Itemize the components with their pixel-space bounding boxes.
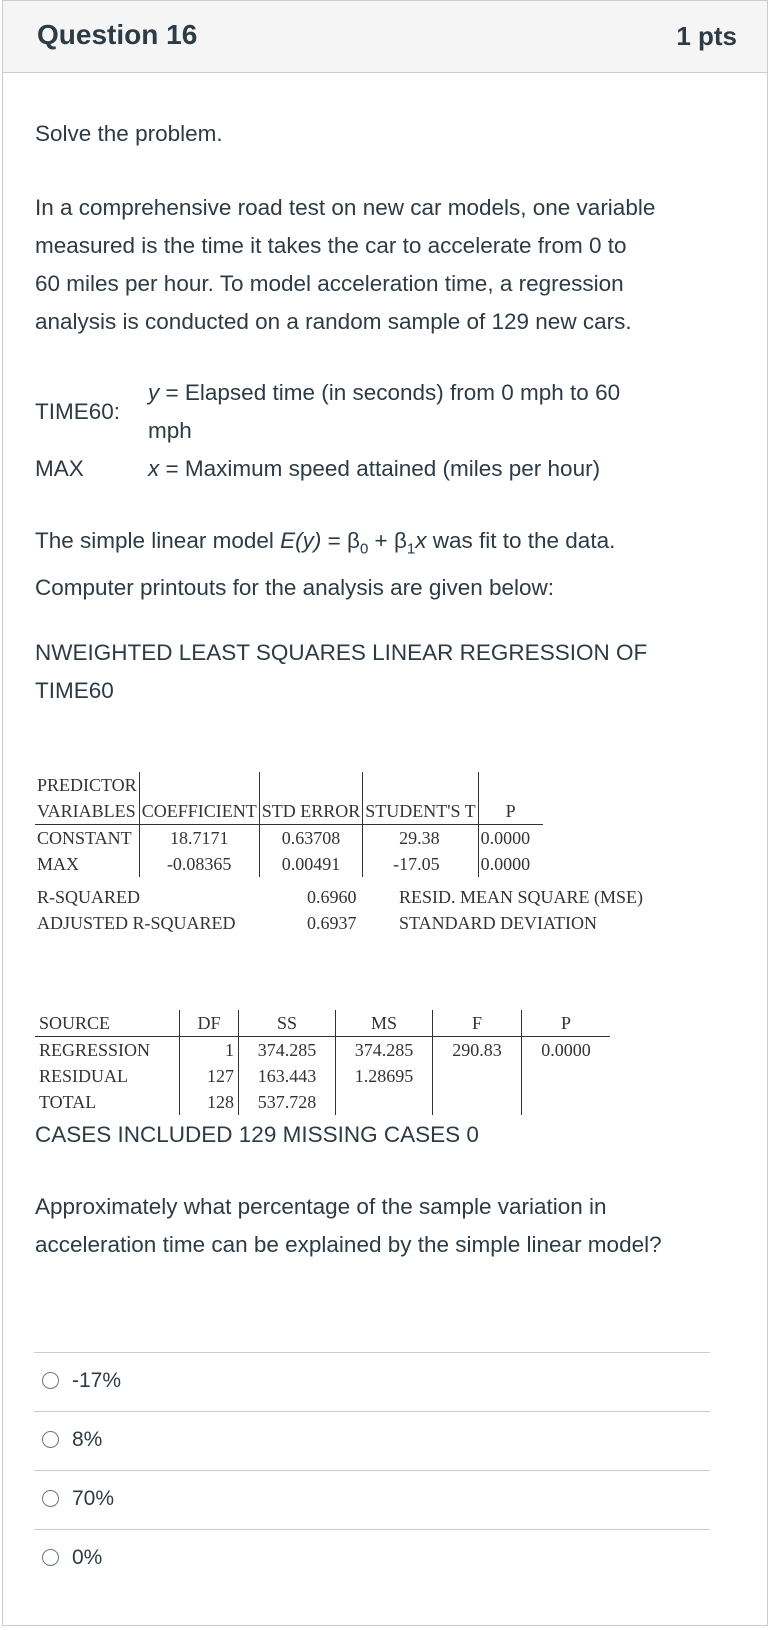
stat-value: 0.6937 (307, 913, 357, 933)
definition-var: y (148, 380, 160, 405)
stat-value: 0.6960 (307, 887, 357, 907)
table-row (35, 910, 645, 936)
definition-row (35, 450, 620, 488)
variable-definitions (35, 374, 620, 488)
table-cell: 290.83 (433, 1037, 522, 1064)
table-cell: 18.7171 (139, 825, 259, 852)
table-cell: REGRESSION (35, 1037, 180, 1064)
radio-button[interactable] (42, 1431, 59, 1448)
answer-option[interactable] (34, 1529, 710, 1588)
definition-text-cont: mph (148, 418, 192, 443)
radio-button[interactable] (42, 1549, 59, 1566)
answer-option[interactable] (34, 1470, 710, 1529)
problem-prompt: Solve the problem. (35, 121, 223, 146)
table-header-cell: VARIABLES (35, 798, 139, 825)
table-header-row (35, 798, 543, 825)
table-header-cell: F (433, 1010, 522, 1037)
definition-text: = Maximum speed attained (miles per hour) (159, 456, 601, 481)
table-cell: 0.0000 (480, 828, 531, 848)
regression-title: NWEIGHTED LEAST SQUARES LINEAR REGRESSION OF TIME60 (35, 640, 648, 703)
answer-label[interactable]: -17% (72, 1369, 122, 1392)
answer-option[interactable] (34, 1411, 710, 1470)
stat-label: ADJUSTED R-SQUARED (37, 913, 236, 933)
table-cell (522, 1089, 611, 1115)
definition-var: x (148, 456, 160, 481)
table-header-cell: STD ERROR (259, 798, 363, 825)
table-header-cell: STUDENT'S T (363, 798, 478, 825)
definition-desc (148, 374, 620, 450)
model-line: Computer printouts for the analysis are given below: (35, 574, 555, 600)
stat-label: STANDARD DEVIATION (399, 913, 598, 933)
table-cell: CONSTANT (35, 825, 139, 852)
table-cell: 29.38 (363, 825, 478, 852)
table-header-row (35, 1010, 610, 1037)
table-cell: 374.285 (239, 1037, 336, 1064)
answer-list (34, 1352, 710, 1588)
model-paragraph (35, 522, 615, 607)
radio-button[interactable] (42, 1490, 59, 1507)
table-header-cell: SOURCE (35, 1010, 180, 1037)
table-cell (336, 1089, 433, 1115)
table-header-cell: P (478, 798, 543, 825)
answer-option[interactable] (34, 1352, 710, 1411)
table-row (35, 851, 543, 877)
table-cell: 163.443 (239, 1063, 336, 1089)
table-cell: 1 (180, 1037, 239, 1064)
intro-line: 60 miles per hour. To model acceleration time, a regression (35, 271, 624, 296)
table-row (35, 825, 543, 852)
table-header-cell: COEFFICIENT (139, 798, 259, 825)
answer-label[interactable]: 0% (72, 1546, 103, 1569)
table-cell: 1.28695 (336, 1063, 433, 1089)
table-cell (433, 1089, 522, 1115)
intro-line: measured is the time it takes the car to accelerate from 0 to (35, 233, 627, 258)
intro-line: analysis is conducted on a random sample of 129 new cars. (35, 309, 632, 334)
table-cell: 0.00491 (259, 851, 363, 877)
table-header-cell: PREDICTOR (35, 772, 139, 798)
table-header-cell: DF (180, 1010, 239, 1037)
definition-name: TIME60: (35, 399, 121, 424)
table-cell (522, 1063, 611, 1089)
table-row (35, 1037, 610, 1064)
definition-name: MAX (35, 456, 84, 481)
cases-line: CASES INCLUDED 129 MISSING CASES 0 (35, 1122, 479, 1147)
table-row (35, 1089, 610, 1115)
table-cell: 0.63708 (259, 825, 363, 852)
definition-desc (148, 450, 620, 488)
table-cell: 0.0000 (541, 1040, 591, 1060)
table-header-cell: P (522, 1010, 611, 1037)
coefficient-table (35, 772, 543, 877)
question-points: 1 pts (676, 21, 737, 51)
stat-label: R-SQUARED (37, 887, 141, 907)
definition-row (35, 374, 620, 450)
table-cell: 127 (180, 1063, 239, 1089)
intro-paragraph (35, 189, 655, 341)
table-header-cell: MS (336, 1010, 433, 1037)
question-header (3, 1, 767, 73)
table-cell: TOTAL (35, 1089, 180, 1115)
question-text: Approximately what percentage of the sample variation in acceleration time can be explained by the simple linear model? (35, 1194, 662, 1257)
answer-label[interactable]: 70% (72, 1487, 115, 1510)
table-cell: -0.08365 (139, 851, 259, 877)
stat-label: RESID. MEAN SQUARE (MSE) (399, 887, 644, 907)
table-cell (433, 1063, 522, 1089)
radio-button[interactable] (42, 1372, 59, 1389)
table-row (35, 1063, 610, 1089)
table-cell: 537.728 (239, 1089, 336, 1115)
table-row (35, 772, 543, 798)
table-header-cell: SS (239, 1010, 336, 1037)
table-cell: 374.285 (336, 1037, 433, 1064)
question-title: Question 16 (37, 19, 198, 50)
answer-label[interactable]: 8% (72, 1428, 103, 1451)
fit-statistics (35, 884, 645, 936)
anova-table (35, 1010, 610, 1115)
table-cell: RESIDUAL (35, 1063, 180, 1089)
table-cell: 0.0000 (480, 854, 531, 874)
model-line: The simple linear model $E(y) = \beta_0 + \beta_1x$ was fit to the data. (35, 528, 616, 558)
intro-line: In a comprehensive road test on new car models, one variable (35, 195, 656, 220)
definition-text: = Elapsed time (in seconds) from 0 mph to 60 (159, 380, 621, 405)
table-cell: MAX (35, 851, 139, 877)
table-cell: 128 (180, 1089, 239, 1115)
table-cell: -17.05 (363, 851, 478, 877)
table-row (35, 884, 645, 910)
